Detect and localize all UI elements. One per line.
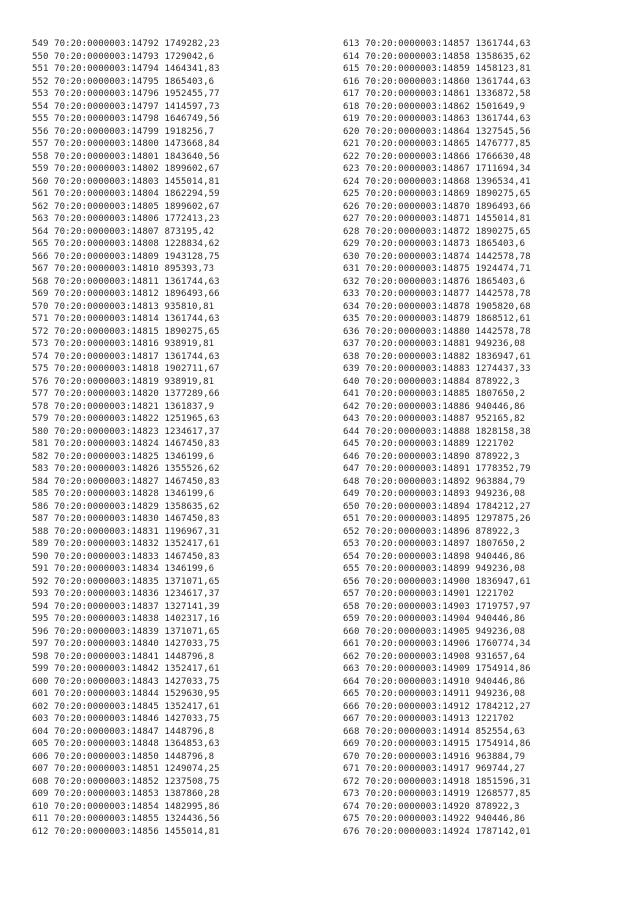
record-row: 579 70:20:0000003:14822 1251965,63 — [32, 414, 220, 424]
record-row: 619 70:20:0000003:14863 1361744,63 — [343, 114, 531, 124]
record-row: 554 70:20:0000003:14797 1414597,73 — [32, 101, 220, 112]
record-row: 661 70:20:0000003:14906 1760774,34 — [343, 639, 531, 649]
record-row: 623 70:20:0000003:14867 1711694,34 — [343, 164, 531, 174]
record-row: 656 70:20:0000003:14900 1836947,61 — [343, 576, 531, 587]
record-row: 611 70:20:0000003:14855 1324436,56 — [32, 814, 220, 824]
record-row: 634 70:20:0000003:14878 1905820,68 — [343, 301, 531, 312]
record-row: 638 70:20:0000003:14882 1836947,61 — [343, 351, 531, 362]
record-row: 642 70:20:0000003:14886 940446,86 — [343, 401, 526, 412]
record-row: 627 70:20:0000003:14871 1455014,81 — [343, 214, 531, 224]
record-row: 635 70:20:0000003:14879 1868512,61 — [343, 314, 531, 324]
record-row: 658 70:20:0000003:14903 1719757,97 — [343, 601, 531, 612]
record-row: 610 70:20:0000003:14854 1482995,86 — [32, 801, 220, 812]
record-row: 589 70:20:0000003:14832 1352417,61 — [32, 539, 220, 549]
record-row: 562 70:20:0000003:14805 1899602,67 — [32, 201, 220, 212]
record-row: 588 70:20:0000003:14831 1196967,31 — [32, 526, 220, 537]
record-row: 613 70:20:0000003:14857 1361744,63 — [343, 39, 531, 49]
record-row: 659 70:20:0000003:14904 940446,86 — [343, 614, 526, 624]
record-row: 625 70:20:0000003:14869 1890275,65 — [343, 189, 531, 199]
record-row: 600 70:20:0000003:14843 1427033,75 — [32, 676, 220, 687]
record-row: 574 70:20:0000003:14817 1361744,63 — [32, 351, 220, 362]
record-row: 669 70:20:0000003:14915 1754914,86 — [343, 739, 531, 749]
record-row: 581 70:20:0000003:14824 1467450,83 — [32, 439, 220, 449]
record-row: 647 70:20:0000003:14891 1778352,79 — [343, 464, 531, 474]
record-row: 583 70:20:0000003:14826 1355526,62 — [32, 464, 220, 474]
record-row: 641 70:20:0000003:14885 1807650,2 — [343, 389, 526, 399]
record-row: 617 70:20:0000003:14861 1336872,58 — [343, 89, 531, 99]
record-row: 645 70:20:0000003:14889 1221702 — [343, 439, 515, 449]
record-row: 587 70:20:0000003:14830 1467450,83 — [32, 514, 220, 524]
record-row: 672 70:20:0000003:14918 1851596,31 — [343, 776, 531, 787]
record-row: 570 70:20:0000003:14813 935810,81 — [32, 301, 215, 312]
record-row: 637 70:20:0000003:14881 949236,08 — [343, 339, 526, 349]
record-row: 556 70:20:0000003:14799 1918256,7 — [32, 126, 215, 137]
record-row: 596 70:20:0000003:14839 1371071,65 — [32, 626, 220, 637]
record-row: 616 70:20:0000003:14860 1361744,63 — [343, 76, 531, 87]
record-row: 632 70:20:0000003:14876 1865403,6 — [343, 276, 526, 287]
record-row: 608 70:20:0000003:14852 1237508,75 — [32, 776, 220, 787]
record-row: 640 70:20:0000003:14884 878922,3 — [343, 376, 520, 387]
left-column — [32, 38, 220, 838]
record-row: 631 70:20:0000003:14875 1924474,71 — [343, 264, 531, 274]
record-row: 612 70:20:0000003:14856 1455014,81 — [32, 826, 220, 837]
record-row: 557 70:20:0000003:14800 1473668,84 — [32, 139, 220, 149]
record-row: 591 70:20:0000003:14834 1346199,6 — [32, 564, 215, 574]
record-row: 552 70:20:0000003:14795 1865403,6 — [32, 76, 215, 87]
record-row: 646 70:20:0000003:14890 878922,3 — [343, 451, 520, 462]
record-row: 624 70:20:0000003:14868 1396534,41 — [343, 176, 531, 187]
record-row: 662 70:20:0000003:14908 931657,64 — [343, 651, 526, 662]
record-row: 593 70:20:0000003:14836 1234617,37 — [32, 589, 220, 599]
right-column — [343, 38, 531, 838]
record-row: 614 70:20:0000003:14858 1358635,62 — [343, 51, 531, 62]
record-row: 629 70:20:0000003:14873 1865403,6 — [343, 239, 526, 249]
record-row: 594 70:20:0000003:14837 1327141,39 — [32, 601, 220, 612]
record-row: 551 70:20:0000003:14794 1464341,83 — [32, 64, 220, 74]
record-row: 664 70:20:0000003:14910 940446,86 — [343, 676, 526, 687]
record-row: 603 70:20:0000003:14846 1427033,75 — [32, 714, 220, 724]
record-row: 628 70:20:0000003:14872 1890275,65 — [343, 226, 531, 237]
record-row: 590 70:20:0000003:14833 1467450,83 — [32, 551, 220, 562]
record-row: 674 70:20:0000003:14920 878922,3 — [343, 801, 520, 812]
record-row: 560 70:20:0000003:14803 1455014,81 — [32, 176, 220, 187]
record-row: 609 70:20:0000003:14853 1387860,28 — [32, 789, 220, 799]
record-row: 559 70:20:0000003:14802 1899602,67 — [32, 164, 220, 174]
record-row: 657 70:20:0000003:14901 1221702 — [343, 589, 515, 599]
record-row: 652 70:20:0000003:14896 878922,3 — [343, 526, 520, 537]
record-row: 653 70:20:0000003:14897 1807650,2 — [343, 539, 526, 549]
record-row: 602 70:20:0000003:14845 1352417,61 — [32, 701, 220, 712]
record-row: 666 70:20:0000003:14912 1784212,27 — [343, 701, 531, 712]
record-row: 563 70:20:0000003:14806 1772413,23 — [32, 214, 220, 224]
record-row: 639 70:20:0000003:14883 1274437,33 — [343, 364, 531, 374]
record-row: 655 70:20:0000003:14899 949236,08 — [343, 564, 526, 574]
record-row: 601 70:20:0000003:14844 1529630,95 — [32, 689, 220, 699]
record-row: 553 70:20:0000003:14796 1952455,77 — [32, 89, 220, 99]
record-row: 566 70:20:0000003:14809 1943128,75 — [32, 251, 220, 262]
record-row: 665 70:20:0000003:14911 949236,08 — [343, 689, 526, 699]
record-row: 667 70:20:0000003:14913 1221702 — [343, 714, 515, 724]
record-row: 576 70:20:0000003:14819 938919,81 — [32, 376, 215, 387]
record-row: 651 70:20:0000003:14895 1297875,26 — [343, 514, 531, 524]
record-row: 668 70:20:0000003:14914 852554,63 — [343, 726, 526, 737]
record-row: 618 70:20:0000003:14862 1501649,9 — [343, 101, 526, 112]
record-row: 676 70:20:0000003:14924 1787142,01 — [343, 826, 531, 837]
record-row: 599 70:20:0000003:14842 1352417,61 — [32, 664, 220, 674]
record-row: 580 70:20:0000003:14823 1234617,37 — [32, 426, 220, 437]
record-row: 572 70:20:0000003:14815 1890275,65 — [32, 326, 220, 337]
record-row: 649 70:20:0000003:14893 949236,08 — [343, 489, 526, 499]
record-row: 621 70:20:0000003:14865 1476777,85 — [343, 139, 531, 149]
record-row: 630 70:20:0000003:14874 1442578,78 — [343, 251, 531, 262]
record-row: 607 70:20:0000003:14851 1249074,25 — [32, 764, 220, 774]
record-row: 569 70:20:0000003:14812 1896493,66 — [32, 289, 220, 299]
record-row: 644 70:20:0000003:14888 1828158,38 — [343, 426, 531, 437]
record-row: 660 70:20:0000003:14905 949236,08 — [343, 626, 526, 637]
record-row: 663 70:20:0000003:14909 1754914,86 — [343, 664, 531, 674]
record-row: 549 70:20:0000003:14792 1749282,23 — [32, 39, 220, 49]
record-row: 615 70:20:0000003:14859 1458123,81 — [343, 64, 531, 74]
record-row: 670 70:20:0000003:14916 963884,79 — [343, 751, 526, 762]
record-row: 597 70:20:0000003:14840 1427033,75 — [32, 639, 220, 649]
record-row: 671 70:20:0000003:14917 969744,27 — [343, 764, 526, 774]
record-row: 568 70:20:0000003:14811 1361744,63 — [32, 276, 220, 287]
record-row: 650 70:20:0000003:14894 1784212,27 — [343, 501, 531, 512]
record-row: 555 70:20:0000003:14798 1646749,56 — [32, 114, 220, 124]
record-row: 586 70:20:0000003:14829 1358635,62 — [32, 501, 220, 512]
record-row: 598 70:20:0000003:14841 1448796,8 — [32, 651, 215, 662]
record-row: 654 70:20:0000003:14898 940446,86 — [343, 551, 526, 562]
record-row: 604 70:20:0000003:14847 1448796,8 — [32, 726, 215, 737]
record-row: 673 70:20:0000003:14919 1268577,85 — [343, 789, 531, 799]
record-row: 675 70:20:0000003:14922 940446,86 — [343, 814, 526, 824]
record-row: 577 70:20:0000003:14820 1377289,66 — [32, 389, 220, 399]
record-row: 592 70:20:0000003:14835 1371071,65 — [32, 576, 220, 587]
record-row: 595 70:20:0000003:14838 1402317,16 — [32, 614, 220, 624]
record-row: 578 70:20:0000003:14821 1361837,9 — [32, 401, 215, 412]
record-row: 567 70:20:0000003:14810 895393,73 — [32, 264, 215, 274]
record-row: 584 70:20:0000003:14827 1467450,83 — [32, 476, 220, 487]
record-row: 620 70:20:0000003:14864 1327545,56 — [343, 126, 531, 137]
record-row: 636 70:20:0000003:14880 1442578,78 — [343, 326, 531, 337]
record-row: 643 70:20:0000003:14887 952165,82 — [343, 414, 526, 424]
record-row: 582 70:20:0000003:14825 1346199,6 — [32, 451, 215, 462]
record-row: 561 70:20:0000003:14804 1862294,59 — [32, 189, 220, 199]
record-row: 550 70:20:0000003:14793 1729042,6 — [32, 51, 215, 62]
record-row: 565 70:20:0000003:14808 1228834,62 — [32, 239, 220, 249]
record-row: 633 70:20:0000003:14877 1442578,78 — [343, 289, 531, 299]
record-row: 622 70:20:0000003:14866 1766630,48 — [343, 151, 531, 162]
record-row: 626 70:20:0000003:14870 1896493,66 — [343, 201, 531, 212]
record-row: 571 70:20:0000003:14814 1361744,63 — [32, 314, 220, 324]
record-row: 575 70:20:0000003:14818 1902711,67 — [32, 364, 220, 374]
record-row: 585 70:20:0000003:14828 1346199,6 — [32, 489, 215, 499]
record-row: 573 70:20:0000003:14816 938919,81 — [32, 339, 215, 349]
record-row: 558 70:20:0000003:14801 1843640,56 — [32, 151, 220, 162]
record-row: 564 70:20:0000003:14807 873195,42 — [32, 226, 215, 237]
record-row: 605 70:20:0000003:14848 1364853,63 — [32, 739, 220, 749]
record-row: 648 70:20:0000003:14892 963884,79 — [343, 476, 526, 487]
record-row: 606 70:20:0000003:14850 1448796,8 — [32, 751, 215, 762]
